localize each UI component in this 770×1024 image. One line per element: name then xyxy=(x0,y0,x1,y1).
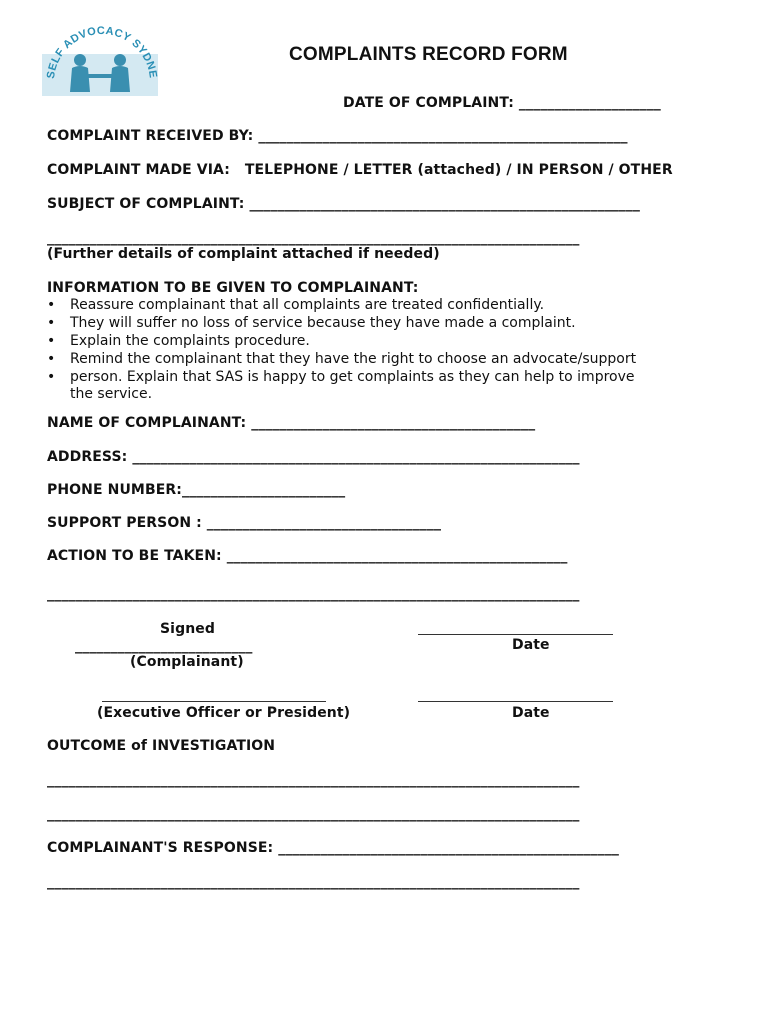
phone-number-field[interactable]: PHONE NUMBER:_______________________ xyxy=(47,482,346,498)
name-of-complainant-field[interactable]: NAME OF COMPLAINANT: ________________________________________ xyxy=(47,415,536,431)
outcome-line-1[interactable]: ___________________________________________________________________________ xyxy=(47,772,580,788)
info-heading: INFORMATION TO BE GIVEN TO COMPLAINANT: xyxy=(47,280,419,296)
action-to-be-taken-field[interactable]: ACTION TO BE TAKEN: ________________________________________________ xyxy=(47,548,568,564)
date-of-complaint-field[interactable]: DATE OF COMPLAINT: ____________________ xyxy=(343,95,661,111)
complainant-date-label: Date xyxy=(512,637,550,653)
bullet-icon: • xyxy=(47,315,56,331)
bullet-icon: • xyxy=(47,297,56,313)
info-bullet-3: Explain the complaints procedure. xyxy=(70,333,310,349)
info-bullet-4: Remind the complainant that they have the right to choose an advocate/support xyxy=(70,351,637,367)
signed-label: Signed xyxy=(160,621,215,637)
subject-continuation-line[interactable]: ___________________________________________________________________________ xyxy=(47,230,580,246)
outcome-line-2[interactable]: ___________________________________________________________________________ xyxy=(47,806,580,822)
info-bullet-5: person. Explain that SAS is happy to get complaints as they can help to improve xyxy=(70,369,635,385)
outcome-heading: OUTCOME of INVESTIGATION xyxy=(47,738,276,754)
complainant-response-field[interactable]: COMPLAINANT'S RESPONSE: ________________________________________________ xyxy=(47,840,620,856)
info-bullet-5-continuation: the service. xyxy=(70,386,153,402)
complaint-made-via-field: COMPLAINT MADE VIA: TELEPHONE / LETTER (attached) / IN PERSON / OTHER xyxy=(47,162,673,178)
bullet-icon: • xyxy=(47,333,56,349)
further-details-note: (Further details of complaint attached if needed) xyxy=(47,246,440,262)
page-title: COMPLAINTS RECORD FORM xyxy=(289,44,568,65)
executive-signature-line[interactable] xyxy=(102,701,326,702)
subject-of-complaint-field[interactable]: SUBJECT OF COMPLAINT: _______________________________________________________ xyxy=(47,196,640,212)
action-continuation-line[interactable]: ___________________________________________________________________________ xyxy=(47,586,580,602)
bullet-icon: • xyxy=(47,369,56,385)
address-field[interactable]: ADDRESS: _______________________________________________________________ xyxy=(47,449,580,465)
complaint-received-by-field[interactable]: COMPLAINT RECEIVED BY: ____________________________________________________ xyxy=(47,128,628,144)
response-continuation-line[interactable]: ___________________________________________________________________________ xyxy=(47,874,580,890)
logo-graphic xyxy=(42,20,158,96)
executive-date-line[interactable] xyxy=(418,701,613,702)
complainant-signature-line[interactable]: _________________________ xyxy=(75,638,253,654)
info-bullet-1: Reassure complainant that all complaints are treated confidentially. xyxy=(70,297,545,313)
info-bullet-2: They will suffer no loss of service because they have made a complaint. xyxy=(70,315,576,331)
support-person-field[interactable]: SUPPORT PERSON : _________________________________ xyxy=(47,515,442,531)
logo-arc-text: SELF ADVOCACY SYDNE xyxy=(45,24,158,80)
complainant-label: (Complainant) xyxy=(130,654,244,670)
organisation-logo xyxy=(42,20,158,96)
executive-date-label: Date xyxy=(512,705,550,721)
bullet-icon: • xyxy=(47,351,56,367)
complainant-date-line[interactable] xyxy=(418,634,613,635)
executive-officer-label: (Executive Officer or President) xyxy=(97,705,351,721)
